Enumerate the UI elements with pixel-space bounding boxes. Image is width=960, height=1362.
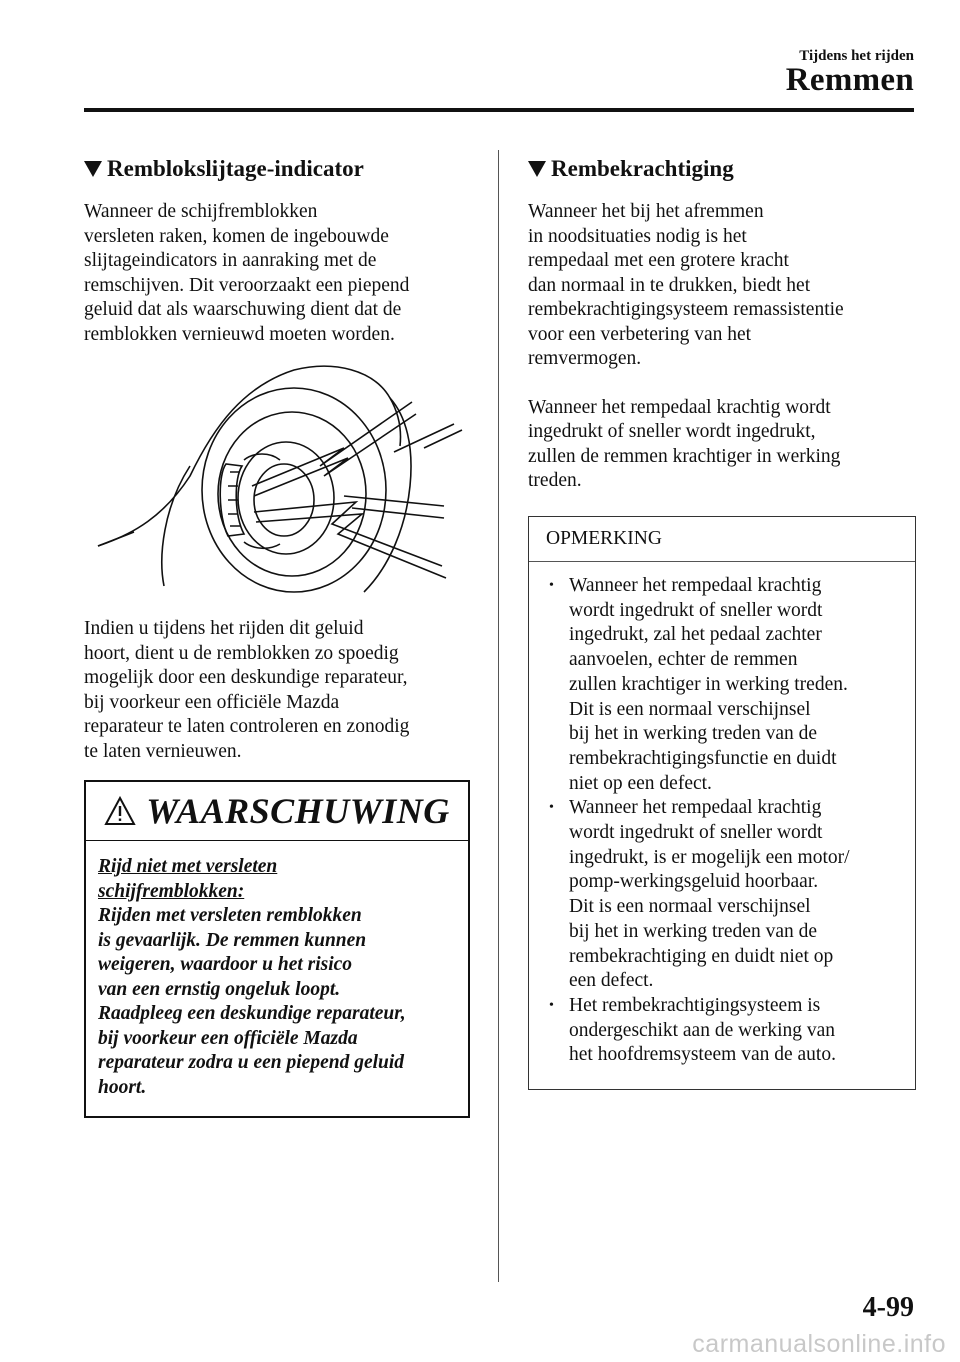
warning-body — [86, 841, 468, 1100]
warning-triangle-icon — [104, 796, 136, 826]
heading-text: Rembekrachtiging — [551, 156, 734, 181]
heading-text: Remblokslijtage-indicator — [107, 156, 364, 181]
note-item: • Het rembekrachtigingsysteem is ondergeschikt aan de werking van het hoofdremsysteem van de auto. — [543, 994, 905, 1068]
warning-header — [86, 782, 468, 841]
note-item: • Wanneer het rempedaal krachtig wordt ingedrukt of sneller wordt ingedrukt, zal het pedaal zachter aanvoelen, echter de remmen zullen krachtiger in werking treden. Dit is een normaal verschijnsel bij het in werking treden van de rembekrachtigingsfunctie en duidt niet op een defect. — [543, 574, 905, 796]
brake-assist-para-1: Wanneer het bij het afremmen in noodsituaties nodig is het rempedaal met een grotere kracht dan normaal in te drukken, biedt het rembekrachtigingsysteem remassistentie voor een verbetering van het remvermogen. — [528, 201, 844, 369]
warning-lead: Rijd niet met versleten schijfremblokken: — [98, 856, 278, 902]
note-item: • Wanneer het rempedaal krachtig wordt ingedrukt of sneller wordt ingedrukt, is er mogelijk een motor/ pomp-werkingsgeluid hoorbaar. Dit is een normaal verschijnsel bij het in werking treden van de rembekrachtiging en duidt niet op een defect. — [543, 796, 905, 994]
brake-disc-wear-indicator-illustration — [94, 356, 474, 596]
brake-assist-para-2: Wanneer het rempedaal krachtig wordt ingedrukt of sneller wordt ingedrukt, zullen de remmen krachtiger in werking treden. — [528, 396, 841, 491]
page-number: 4-99 — [862, 1292, 914, 1323]
column-divider — [498, 150, 499, 1282]
header-title: Remmen — [785, 62, 914, 98]
note-list — [529, 562, 915, 1068]
note-title: OPMERKING — [529, 517, 915, 562]
triangle-bullet-icon — [84, 161, 102, 177]
watermark: carmanualsonline.info — [692, 1330, 946, 1358]
section-heading-brake-assist — [528, 156, 916, 182]
note-box — [528, 516, 916, 1090]
right-column — [528, 156, 916, 1066]
triangle-bullet-icon — [528, 161, 546, 177]
warning-title: WAARSCHUWING — [146, 791, 450, 831]
left-column — [84, 156, 474, 1098]
brake-wear-followup: Indien u tijdens het rijden dit geluid hoort, dient u de remblokken zo spoedig mogelijk door een deskundige reparateur, bij voorkeur een officiële Mazda reparateur te laten controleren en zonodig te laten vernieuwen. — [84, 618, 410, 762]
header-rule — [84, 108, 914, 112]
header-section-label: Tijdens het rijden — [799, 48, 914, 64]
section-heading-brake-wear — [84, 156, 474, 182]
warning-text: Rijden met versleten remblokken is gevaarlijk. De remmen kunnen weigeren, waardoor u het risico van een ernstig ongeluk loopt. Raadpleeg een deskundige reparateur, bij voorkeur een officiële Mazda reparateur zodra u een piepend geluid hoort. — [98, 905, 406, 1098]
warning-box — [84, 780, 470, 1118]
brake-wear-intro: Wanneer de schijfremblokken versleten raken, komen de ingebouwde slijtageindicators in aanraking met de remschijven. Dit veroorzaakt een piepend geluid dat als waarschuwing dient dat de remblokken vernieuwd moeten worden. — [84, 201, 410, 345]
